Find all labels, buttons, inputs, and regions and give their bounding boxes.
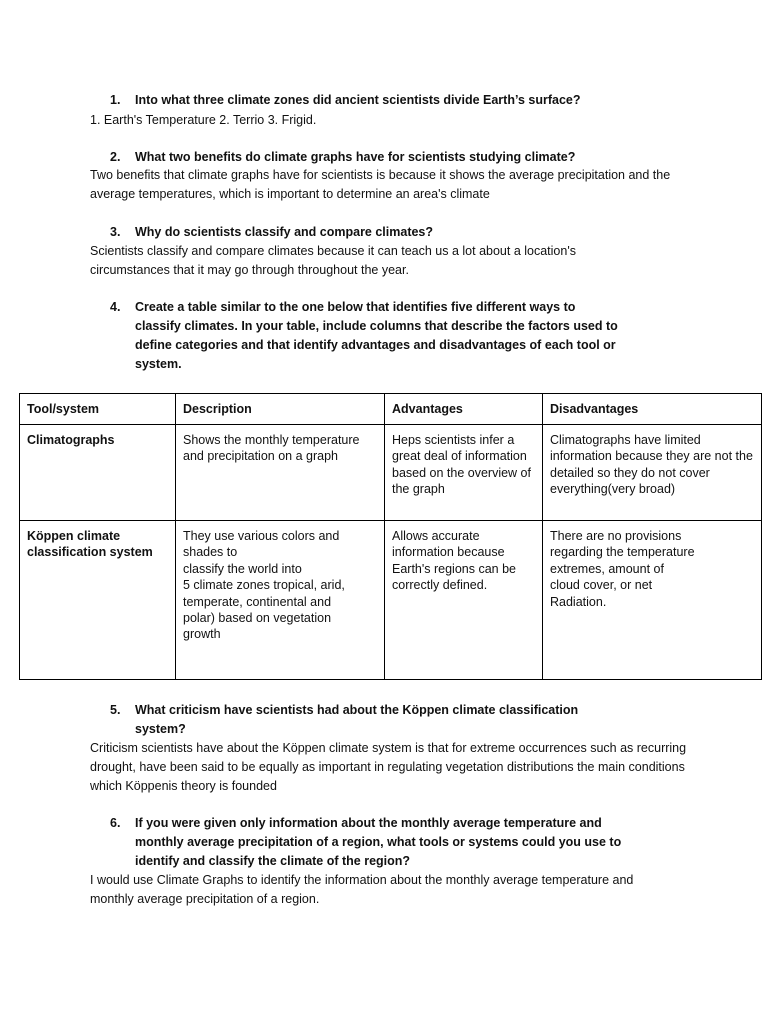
question-text-line: system? [135, 722, 186, 736]
cell-description: They use various colors and shades to classify the world into 5 climate zones tropical, arid, temperate, continental and polar) based on vegetation growth [176, 521, 385, 680]
header-advantages: Advantages [385, 394, 543, 425]
answer-3: Scientists classify and compare climates because it can teach us a lot about a location's circumstances that it may go through throughout the year. [90, 244, 576, 277]
cell-advantages: Allows accurate information because Earth's regions can be correctly defined. [385, 521, 543, 680]
cell-disadvantages: There are no provisions regarding the temperature extremes, amount of cloud cover, or net Radiation. [543, 521, 762, 680]
question-text: Why do scientists classify and compare climates? [135, 225, 434, 239]
table-row [20, 425, 762, 521]
table-row [20, 521, 762, 680]
question-text-line: system. [135, 357, 182, 371]
header-tool-system: Tool/system [20, 394, 176, 425]
climate-classification-table [19, 393, 762, 680]
cell-description: Shows the monthly temperature and precipitation on a graph [176, 425, 385, 521]
answer-1: 1. Earth's Temperature 2. Terrio 3. Frigid. [90, 113, 317, 127]
question-text: What two benefits do climate graphs have for scientists studying climate? [135, 150, 576, 164]
question-text: Into what three climate zones did ancient scientists divide Earth’s surface? [135, 93, 581, 107]
question-number: 4. [110, 300, 121, 314]
question-text-line: Create a table similar to the one below that identifies five different ways to [135, 300, 576, 314]
table-header-row [20, 394, 762, 425]
question-number: 5. [110, 703, 121, 717]
answer-5: Criticism scientists have about the Köppen climate system is that for extreme occurrences such as recurring drought, have been said to be equally as important in regulating vegetation distributions the main conditions which Köppenis theory is founded [90, 741, 687, 793]
cell-disadvantages: Climatographs have limited information because they are not the detailed so they do not cover everything(very broad) [543, 425, 762, 521]
question-text-line: identify and classify the climate of the region? [135, 854, 411, 868]
question-5 [110, 701, 578, 739]
question-6 [110, 814, 621, 871]
cell-tool: Köppen climate classification system [20, 521, 176, 680]
question-number: 2. [110, 150, 121, 164]
answer-6: I would use Climate Graphs to identify the information about the monthly average temperature and monthly average precipitation of a region. [90, 873, 634, 906]
question-1 [110, 91, 581, 110]
question-number: 6. [110, 816, 121, 830]
cell-advantages: Heps scientists infer a great deal of information based on the overview of the graph [385, 425, 543, 521]
question-4 [110, 298, 618, 374]
question-text-line: What criticism have scientists had about the Köppen climate classification [135, 703, 579, 717]
header-description: Description [176, 394, 385, 425]
question-number: 1. [110, 93, 121, 107]
question-text-line: monthly average precipitation of a region, what tools or systems could you use to [135, 835, 622, 849]
answer-2: Two benefits that climate graphs have for scientists is because it shows the average precipitation and the average temperatures, which is important to determine an area's climate [90, 168, 671, 201]
header-disadvantages: Disadvantages [543, 394, 762, 425]
question-text-line: If you were given only information about the monthly average temperature and [135, 816, 602, 830]
cell-tool: Climatographs [20, 425, 176, 521]
question-text-line: define categories and that identify advantages and disadvantages of each tool or [135, 338, 616, 352]
question-3 [110, 223, 433, 242]
question-text-line: classify climates. In your table, include columns that describe the factors used to [135, 319, 618, 333]
question-number: 3. [110, 225, 121, 239]
question-2 [110, 148, 575, 167]
